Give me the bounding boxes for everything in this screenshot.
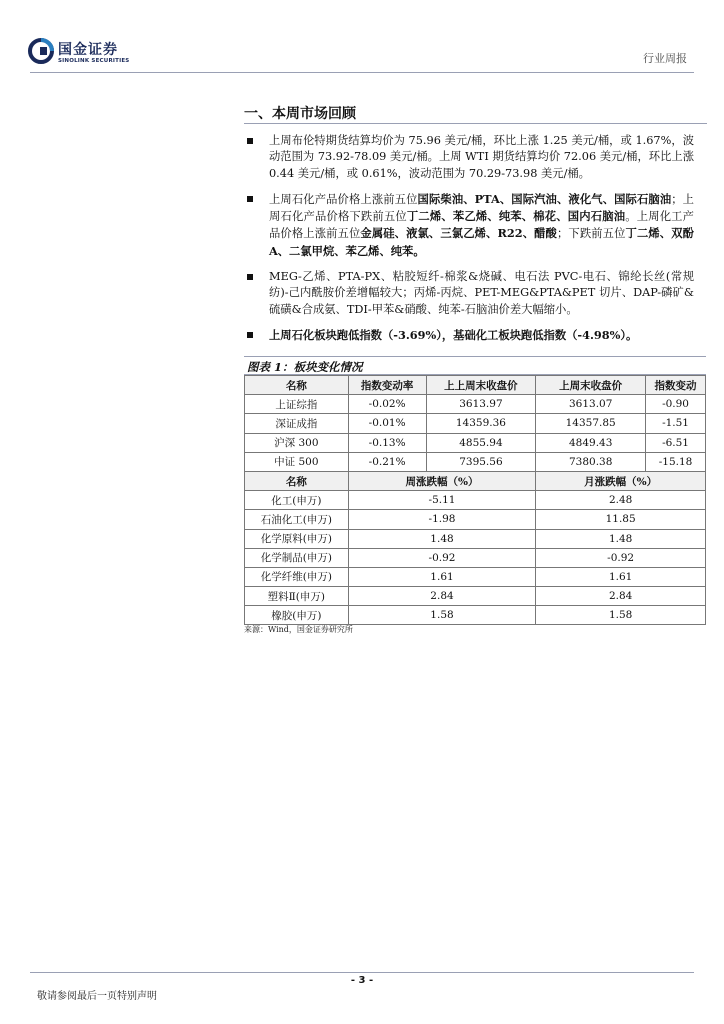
bullet-text: MEG-乙烯、PTA-PX、粘胶短纤-棉浆&烧碱、电石法 PVC-电石、锦纶长丝(常规纺)-己内酰胺价差增幅较大；丙烯-丙烷、PET-MEG&PTA&PET 切片、DAP-磷矿&硫磺&合成氨、TDI-甲苯&硝酸、纯苯-石脑油价差大幅缩小。 [269,270,694,316]
table-cell: -0.13% [348,433,426,452]
bullet-square-icon [247,332,253,338]
bullet-text: 。上周化工产品价格上涨前五位 [269,210,694,241]
table-cell: -15.18 [646,452,706,471]
table-row [245,587,706,606]
table-cell: 1.58 [348,606,536,625]
bullet-item [244,269,694,318]
bullet-item [244,133,694,182]
table-header-row [245,471,706,490]
table-cell: 2.84 [348,587,536,606]
table-cell: 石油化工(申万) [245,510,349,529]
table-cell: 沪深 300 [245,433,349,452]
disclaimer-note: 敬请参阅最后一页特别声明 [37,991,157,1002]
table-header-row [245,376,706,395]
table-cell: 化学纤维(申万) [245,567,349,586]
table-row [245,452,706,471]
table-cell: 1.58 [536,606,706,625]
table-cell: 7395.56 [426,452,536,471]
bullet-text: 金属硅、液氯、三氯乙烯、R22、醋酸 [360,226,557,241]
figure-source: 来源：Wind，国金证券研究所 [244,625,353,634]
table-cell: 11.85 [536,510,706,529]
sector-change-table [244,375,706,625]
table-cell: 化工(申万) [245,491,349,510]
table-cell: -0.92 [348,548,536,567]
bullet-text: ；下跌前五位 [556,227,626,241]
table-row [245,529,706,548]
table-cell: 橡胶(申万) [245,606,349,625]
bullet-text: ；上周石化产品价格下跌前五位 [269,192,694,224]
table-header-cell: 上上周末收盘价 [426,376,536,395]
table-row [245,567,706,586]
table-cell: -5.11 [348,491,536,510]
table-cell: -0.92 [536,548,706,567]
table-cell: 3613.07 [536,395,646,414]
table-row [245,414,706,433]
table-header-cell: 月涨跌幅（%） [536,471,706,490]
page-number: - 3 - [350,975,374,986]
bullet-text: 上周布伦特期货结算均价为 75.96 美元/桶，环比上涨 1.25 美元/桶，或 1.67%，波动范围为 73.92-78.09 美元/桶。上周 WTI 期货结算均价 72.06 美元/桶，环比上涨 0.44 美元/桶，或 0.61%，波动范围为 70.29-73.98 美元/桶。 [269,134,694,180]
table-cell: -0.90 [646,395,706,414]
table-cell: 2.84 [536,587,706,606]
section-divider [244,123,707,124]
logo-english-name: SINOLINK SECURITIES [58,58,130,64]
table-cell: 深证成指 [245,414,349,433]
company-logo [28,38,138,68]
table-cell: 4855.94 [426,433,536,452]
table-cell: -1.98 [348,510,536,529]
bullet-list [244,133,694,353]
bullet-text: 上周石化板块跑低指数（-3.69%），基础化工板块跑低指数（-4.98%）。 [269,327,638,342]
bullet-text: 上周石化产品价格上涨前五位 [269,192,418,206]
table-cell: 3613.97 [426,395,536,414]
footer-divider [30,972,694,973]
table-header-cell: 上周末收盘价 [536,376,646,395]
table-cell: 1.61 [348,567,536,586]
table-row [245,395,706,414]
bullet-square-icon [247,138,253,144]
table-header-cell: 名称 [245,376,349,395]
table-cell: -0.01% [348,414,426,433]
section-title: 一、本周市场回顾 [244,106,356,122]
bullet-square-icon [247,274,253,280]
table-header-cell: 周涨跌幅（%） [348,471,536,490]
table-row [245,433,706,452]
page-header [0,0,724,80]
bullet-text: 国际柴油、PTA、国际汽油、液化气、国际石脑油 [417,191,672,206]
table-cell: 中证 500 [245,452,349,471]
bullet-item [244,191,694,260]
table-cell: 14359.36 [426,414,536,433]
table-header-cell: 指数变动率 [348,376,426,395]
table-cell: 7380.38 [536,452,646,471]
logo-chinese-name: 国金证券 [58,42,118,58]
table-row [245,548,706,567]
bullet-text: 丁二烯、双酚 A、二氯甲烷、苯乙烯、纯苯。 [269,226,694,258]
bullet-text: 丁二烯、苯乙烯、纯苯、棉花、国内石脑油 [406,209,626,224]
table-header-cell: 名称 [245,471,349,490]
table-cell: -0.21% [348,452,426,471]
table-cell: 4849.43 [536,433,646,452]
table-cell: 1.48 [536,529,706,548]
figure-title: 图表 1：板块变化情况 [244,356,706,375]
bullet-item [244,327,694,344]
table-cell: 化学原料(申万) [245,529,349,548]
table-cell: 化学制品(申万) [245,548,349,567]
table-cell: 上证综指 [245,395,349,414]
table-cell: 1.61 [536,567,706,586]
bullet-square-icon [247,196,253,202]
table-cell: -1.51 [646,414,706,433]
header-divider [30,72,694,73]
table-cell: 塑料Ⅱ(申万) [245,587,349,606]
table-cell: -0.02% [348,395,426,414]
table-cell: 14357.85 [536,414,646,433]
document-type: 行业周报 [643,52,687,65]
table-row [245,510,706,529]
table-cell: 2.48 [536,491,706,510]
table-cell: 1.48 [348,529,536,548]
table-header-cell: 指数变动 [646,376,706,395]
table-row [245,606,706,625]
table-cell: -6.51 [646,433,706,452]
sinolink-logo-icon [28,38,54,64]
table-row [245,491,706,510]
